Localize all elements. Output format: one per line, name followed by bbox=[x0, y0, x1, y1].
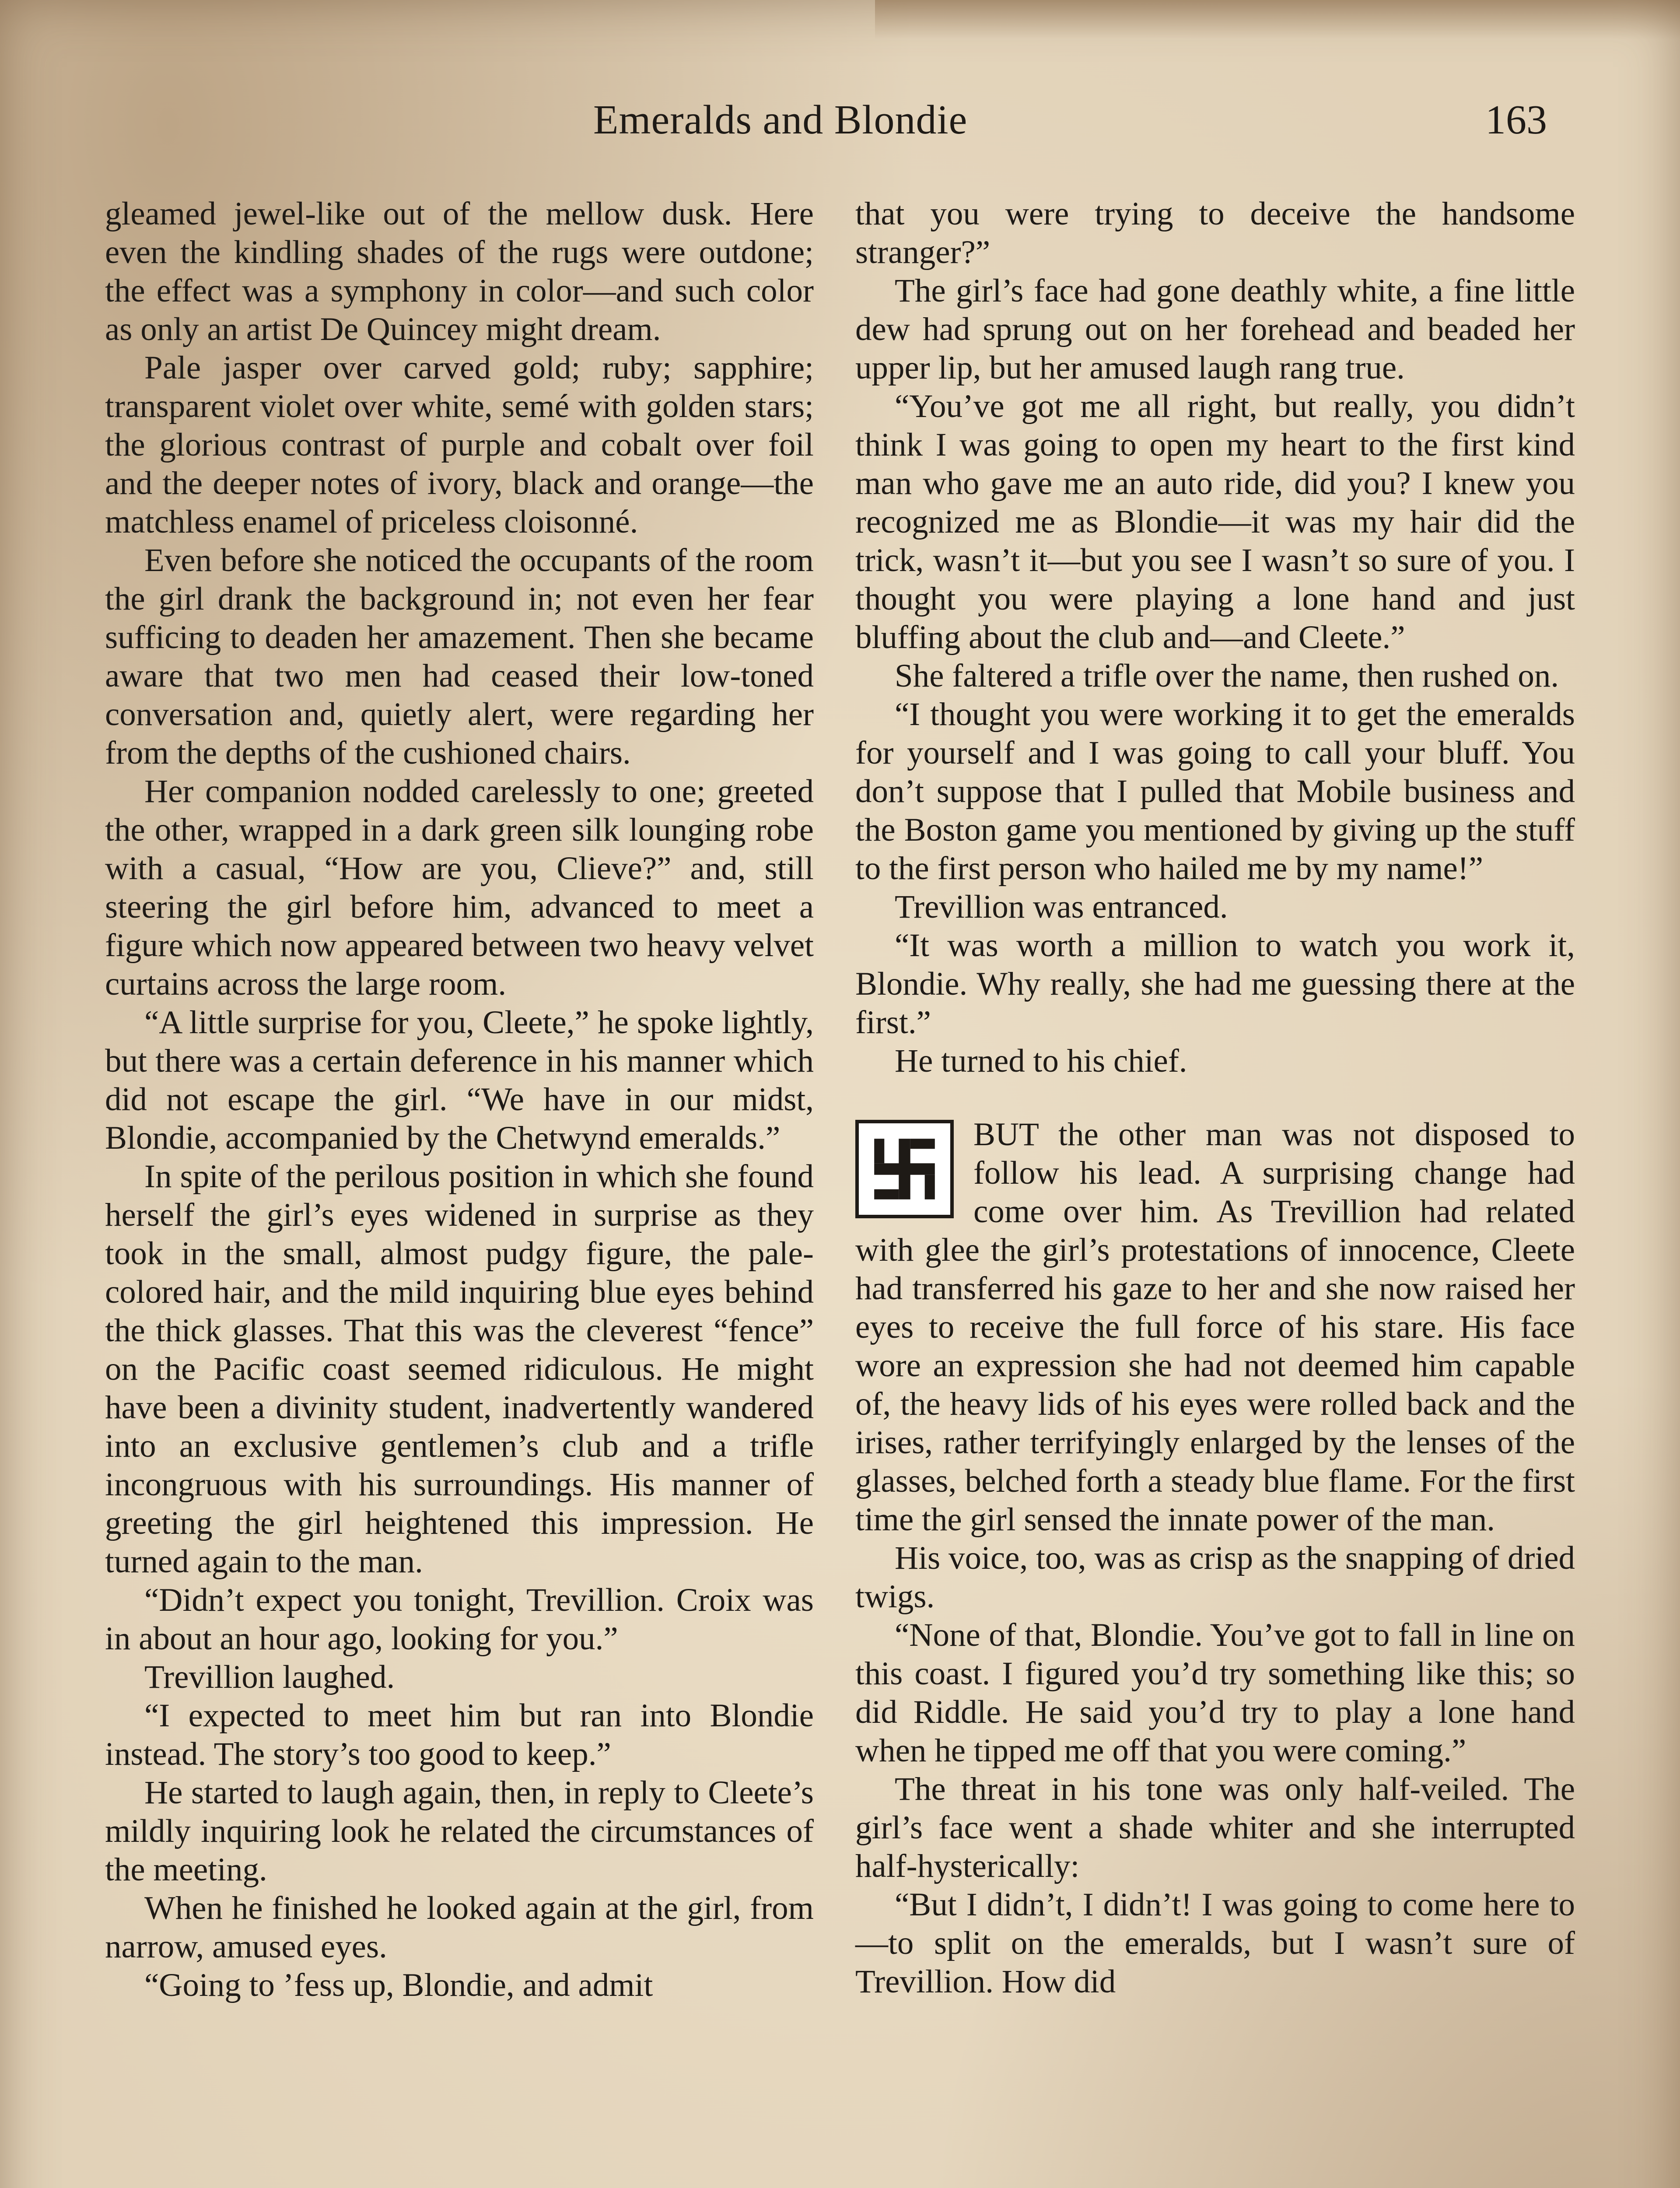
swastika-ornament-icon bbox=[855, 1120, 954, 1218]
paragraph: “But I didn’t, I didn’t! I was going to come here to—to split on the emeralds, but I wasn’t sure of Trevillion. How did bbox=[855, 1886, 1575, 2000]
paragraph: In spite of the perilous position in which she found herself the girl’s eyes widened in surprise as they took in the small, almost pudgy figure, the pale-colored hair, and the mild inquiring blue eyes behind the thick glasses. That this was the cleverest “fence” on the Pacific coast seemed ridiculous. He might have been a divinity student, inadvertently wandered into an exclusive gentlemen’s club and a trifle incongruous with his surroundings. His manner of greeting the girl heightened this impression. He turned again to the man. bbox=[105, 1158, 814, 1580]
running-head bbox=[0, 96, 1680, 153]
paragraph: “Going to ’fess up, Blondie, and admit bbox=[144, 1967, 653, 2003]
paragraph: “None of that, Blondie. You’ve got to fall in line on this coast. I figured you’d try something like this; so did Riddle. He said you’d try to play a lone hand when he tipped me off that you were coming.” bbox=[855, 1617, 1575, 1769]
swastika-ornament-icon bbox=[868, 1133, 941, 1205]
paragraph: “A little surprise for you, Cleete,” he spoke lightly, but there was a certain deference in his manner which did not escape the girl. “We have in our midst, Blondie, accompanied by the Chetwynd emeralds.” bbox=[105, 1004, 814, 1156]
paragraph: His voice, too, was as crisp as the snapping of dried twigs. bbox=[855, 1540, 1575, 1615]
right-column bbox=[855, 195, 1575, 2001]
paragraph: “It was worth a million to watch you work it, Blondie. Why really, she had me guessing there at the first.” bbox=[855, 927, 1575, 1041]
paragraph: The girl’s face had gone deathly white, a fine little dew had sprung out on her forehead and beaded her upper lip, but her amused laugh rang true. bbox=[855, 273, 1575, 386]
paragraph: The threat in his tone was only half-veiled. The girl’s face went a shade whiter and she interrupted half-hysterically: bbox=[855, 1771, 1575, 1884]
paragraph: that you were trying to deceive the handsome stranger?” bbox=[855, 196, 1575, 270]
paragraph: Trevillion laughed. bbox=[144, 1659, 395, 1695]
page-number: 163 bbox=[1485, 97, 1547, 143]
paragraph: “Didn’t expect you tonight, Trevillion. Croix was in about an hour ago, looking for you.” bbox=[105, 1582, 814, 1657]
running-title: Emeralds and Blondie bbox=[593, 97, 968, 143]
paragraph: “I thought you were working it to get the emeralds for yourself and I was going to call your bluff. You don’t suppose that I pulled that Mobile business and the Boston game you mentioned by giving up the stuff to the first person who hailed me by my name!” bbox=[855, 696, 1575, 887]
section-break bbox=[855, 1115, 1575, 2001]
paragraph: He started to laugh again, then, in reply to Cleete’s mildly inquiring look he related the circumstances of the meeting. bbox=[105, 1774, 814, 1888]
paragraph: BUT the other man was not disposed to follow his lead. A surprising change had come over him. As Trevillion had related with glee the girl’s protestations of innocence, Cleete had transferred his gaze to her and she now raised her eyes to receive the full force of his stare. His face wore an expression she had not deemed him capable of, the heavy lids of his eyes were rolled back and the irises, rather terrifyingly enlarged by the lenses of the glasses, belched forth a steady blue flame. For the first time the girl sensed the innate power of the man. bbox=[855, 1116, 1575, 1538]
paragraph: When he finished he looked again at the girl, from narrow, amused eyes. bbox=[105, 1890, 814, 1965]
paragraph: He turned to his chief. bbox=[895, 1043, 1187, 1079]
paragraph: Pale jasper over carved gold; ruby; sapphire; transparent violet over white, semé with golden stars; the glorious contrast of purple and cobalt over foil and the deeper notes of ivory, black and orange—the matchless enamel of priceless cloisonné. bbox=[105, 350, 814, 540]
page-stain bbox=[875, 0, 1680, 39]
paragraph: Trevillion was entranced. bbox=[895, 889, 1228, 925]
paragraph: Even before she noticed the occupants of the room the girl drank the background in; not even her fear sufficing to deaden her amazement. Then she became aware that two men had ceased their low-toned conversation and, quietly alert, were regarding her from the depths of the cushioned chairs. bbox=[105, 542, 814, 771]
paragraph: Her companion nodded carelessly to one; greeted the other, wrapped in a dark green silk lounging robe with a casual, “How are you, Clieve?” and, still steering the girl before him, advanced to meet a figure which now appeared between two heavy velvet curtains across the large room. bbox=[105, 773, 814, 1002]
paragraph: gleamed jewel-like out of the mellow dusk. Here even the kindling shades of the rugs were outdone; the effect was a symphony in color—and such color as only an artist De Quincey might dream. bbox=[105, 196, 814, 347]
left-column bbox=[105, 195, 814, 2005]
paragraph: “You’ve got me all right, but really, you didn’t think I was going to open my heart to the first kind man who gave me an auto ride, did you? I knew you recognized me as Blondie—it was my hair did the trick, wasn’t it—but you see I wasn’t so sure of you. I thought you were playing a lone hand and just bluffing about the club and—and Cleete.” bbox=[855, 388, 1575, 656]
paragraph: She faltered a trifle over the name, then rushed on. bbox=[895, 658, 1559, 694]
paragraph: “I expected to meet him but ran into Blondie instead. The story’s too good to keep.” bbox=[105, 1697, 814, 1772]
